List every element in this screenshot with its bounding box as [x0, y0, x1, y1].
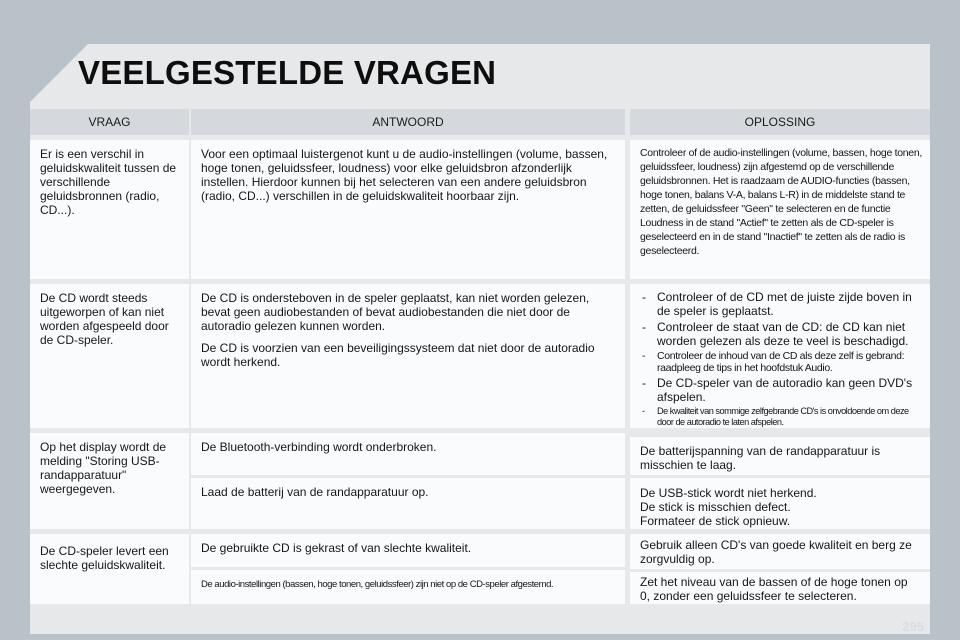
solution-line: De stick is misschien defect. — [640, 500, 791, 514]
faq-answer-2-paragraph-1: De CD is ondersteboven in de speler geplaatst, kan niet worden gelezen, bevat geen audiobestanden of bevat audiobestanden die niet door de autoradio gelezen kunnen worden. — [201, 291, 590, 333]
faq-question-2: De CD wordt steeds uitgeworpen of kan niet worden afgespeeld door de CD-speler. — [30, 284, 189, 428]
solution-list — [640, 290, 920, 428]
column-header-solution: OPLOSSING — [630, 109, 930, 135]
faq-question-1: Er is een verschil in geluidskwaliteit tussen de verschillende geluidsbronnen (radio, CD...). — [30, 140, 189, 279]
solution-line: Formateer de stick opnieuw. — [640, 514, 791, 528]
faq-answer-3b: Laad de batterij van de randapparatuur op. — [191, 478, 625, 529]
solution-item: - Controleer de inhoud van de CD als deze zelf is gebrand: raadpleeg de tips in het hoofdstuk Audio. — [640, 350, 920, 374]
faq-solution-2 — [630, 284, 930, 428]
solution-item: - De CD-speler van de autoradio kan geen DVD's afspelen. — [640, 376, 920, 404]
faq-answer-4a: De gebruikte CD is gekrast of van slechte kwaliteit. — [191, 534, 625, 567]
faq-question-3: Op het display wordt de melding "Storing USB-randapparatuur" weergegeven. — [30, 433, 189, 529]
faq-solution-1: Controleer of de audio-instellingen (volume, bassen, hoge tonen, geluidssfeer, loudness) zijn afgestemd op de verschillende geluidsbronnen. Het is raadzaam de AUDIO-functies (bassen, hoge tonen, balans V-A, balans L-R) in de middelste stand te zetten, de geluidssfeer "Geen" te selecteren en de functie Loudness in de stand "Actief" te zetten als de CD-speler is geselecteerd en in de stand "Inactief" te zetten als de radio is geselecteerd. — [630, 140, 930, 279]
faq-solution-4b: Zet het niveau van de bassen of de hoge tonen op 0, zonder een geluidssfeer te selecteren. — [630, 572, 930, 604]
page-number: 295 — [902, 619, 924, 634]
solution-item: - Controleer de staat van de CD: de CD kan niet worden gelezen als deze te veel is beschadigd. — [640, 320, 920, 348]
solution-line: De USB-stick wordt niet herkend. — [640, 486, 817, 500]
faq-answer-4b: De audio-instellingen (bassen, hoge tonen, geluidssfeer) zijn niet op de CD-speler afgestemd. — [191, 570, 625, 604]
faq-solution-3b — [630, 478, 930, 529]
faq-answer-3a: De Bluetooth-verbinding wordt onderbroken. — [191, 433, 625, 475]
column-header-answer: ANTWOORD — [191, 109, 625, 135]
solution-item: - De kwaliteit van sommige zelfgebrande CD's is onvoldoende om deze door de autoradio te laten afspelen. — [640, 406, 920, 428]
faq-answer-2 — [191, 284, 625, 428]
faq-question-4: De CD-speler levert een slechte geluidskwaliteit. — [30, 534, 189, 604]
faq-answer-2-paragraph-2: De CD is voorzien van een beveiligingssysteem dat niet door de autoradio wordt herkend. — [201, 341, 595, 369]
page-title: VEELGESTELDE VRAGEN — [78, 54, 497, 91]
faq-answer-1: Voor een optimaal luistergenot kunt u de audio-instellingen (volume, bassen, hoge tonen, geluidssfeer, loudness) voor elke geluidsbron afzonderlijk instellen. Hierdoor kunnen bij het selecteren van een andere geluidsbron (radio, CD...) verschillen in de geluidskwaliteit hoorbaar zijn. — [191, 140, 625, 279]
column-header-question: VRAAG — [30, 109, 189, 135]
solution-item: - Controleer of de CD met de juiste zijde boven in de speler is geplaatst. — [640, 290, 920, 318]
faq-solution-3a: De batterijspanning van de randapparatuur is misschien te laag. — [630, 437, 930, 475]
faq-solution-4a: Gebruik alleen CD's van goede kwaliteit en berg ze zorgvuldig op. — [630, 534, 930, 569]
